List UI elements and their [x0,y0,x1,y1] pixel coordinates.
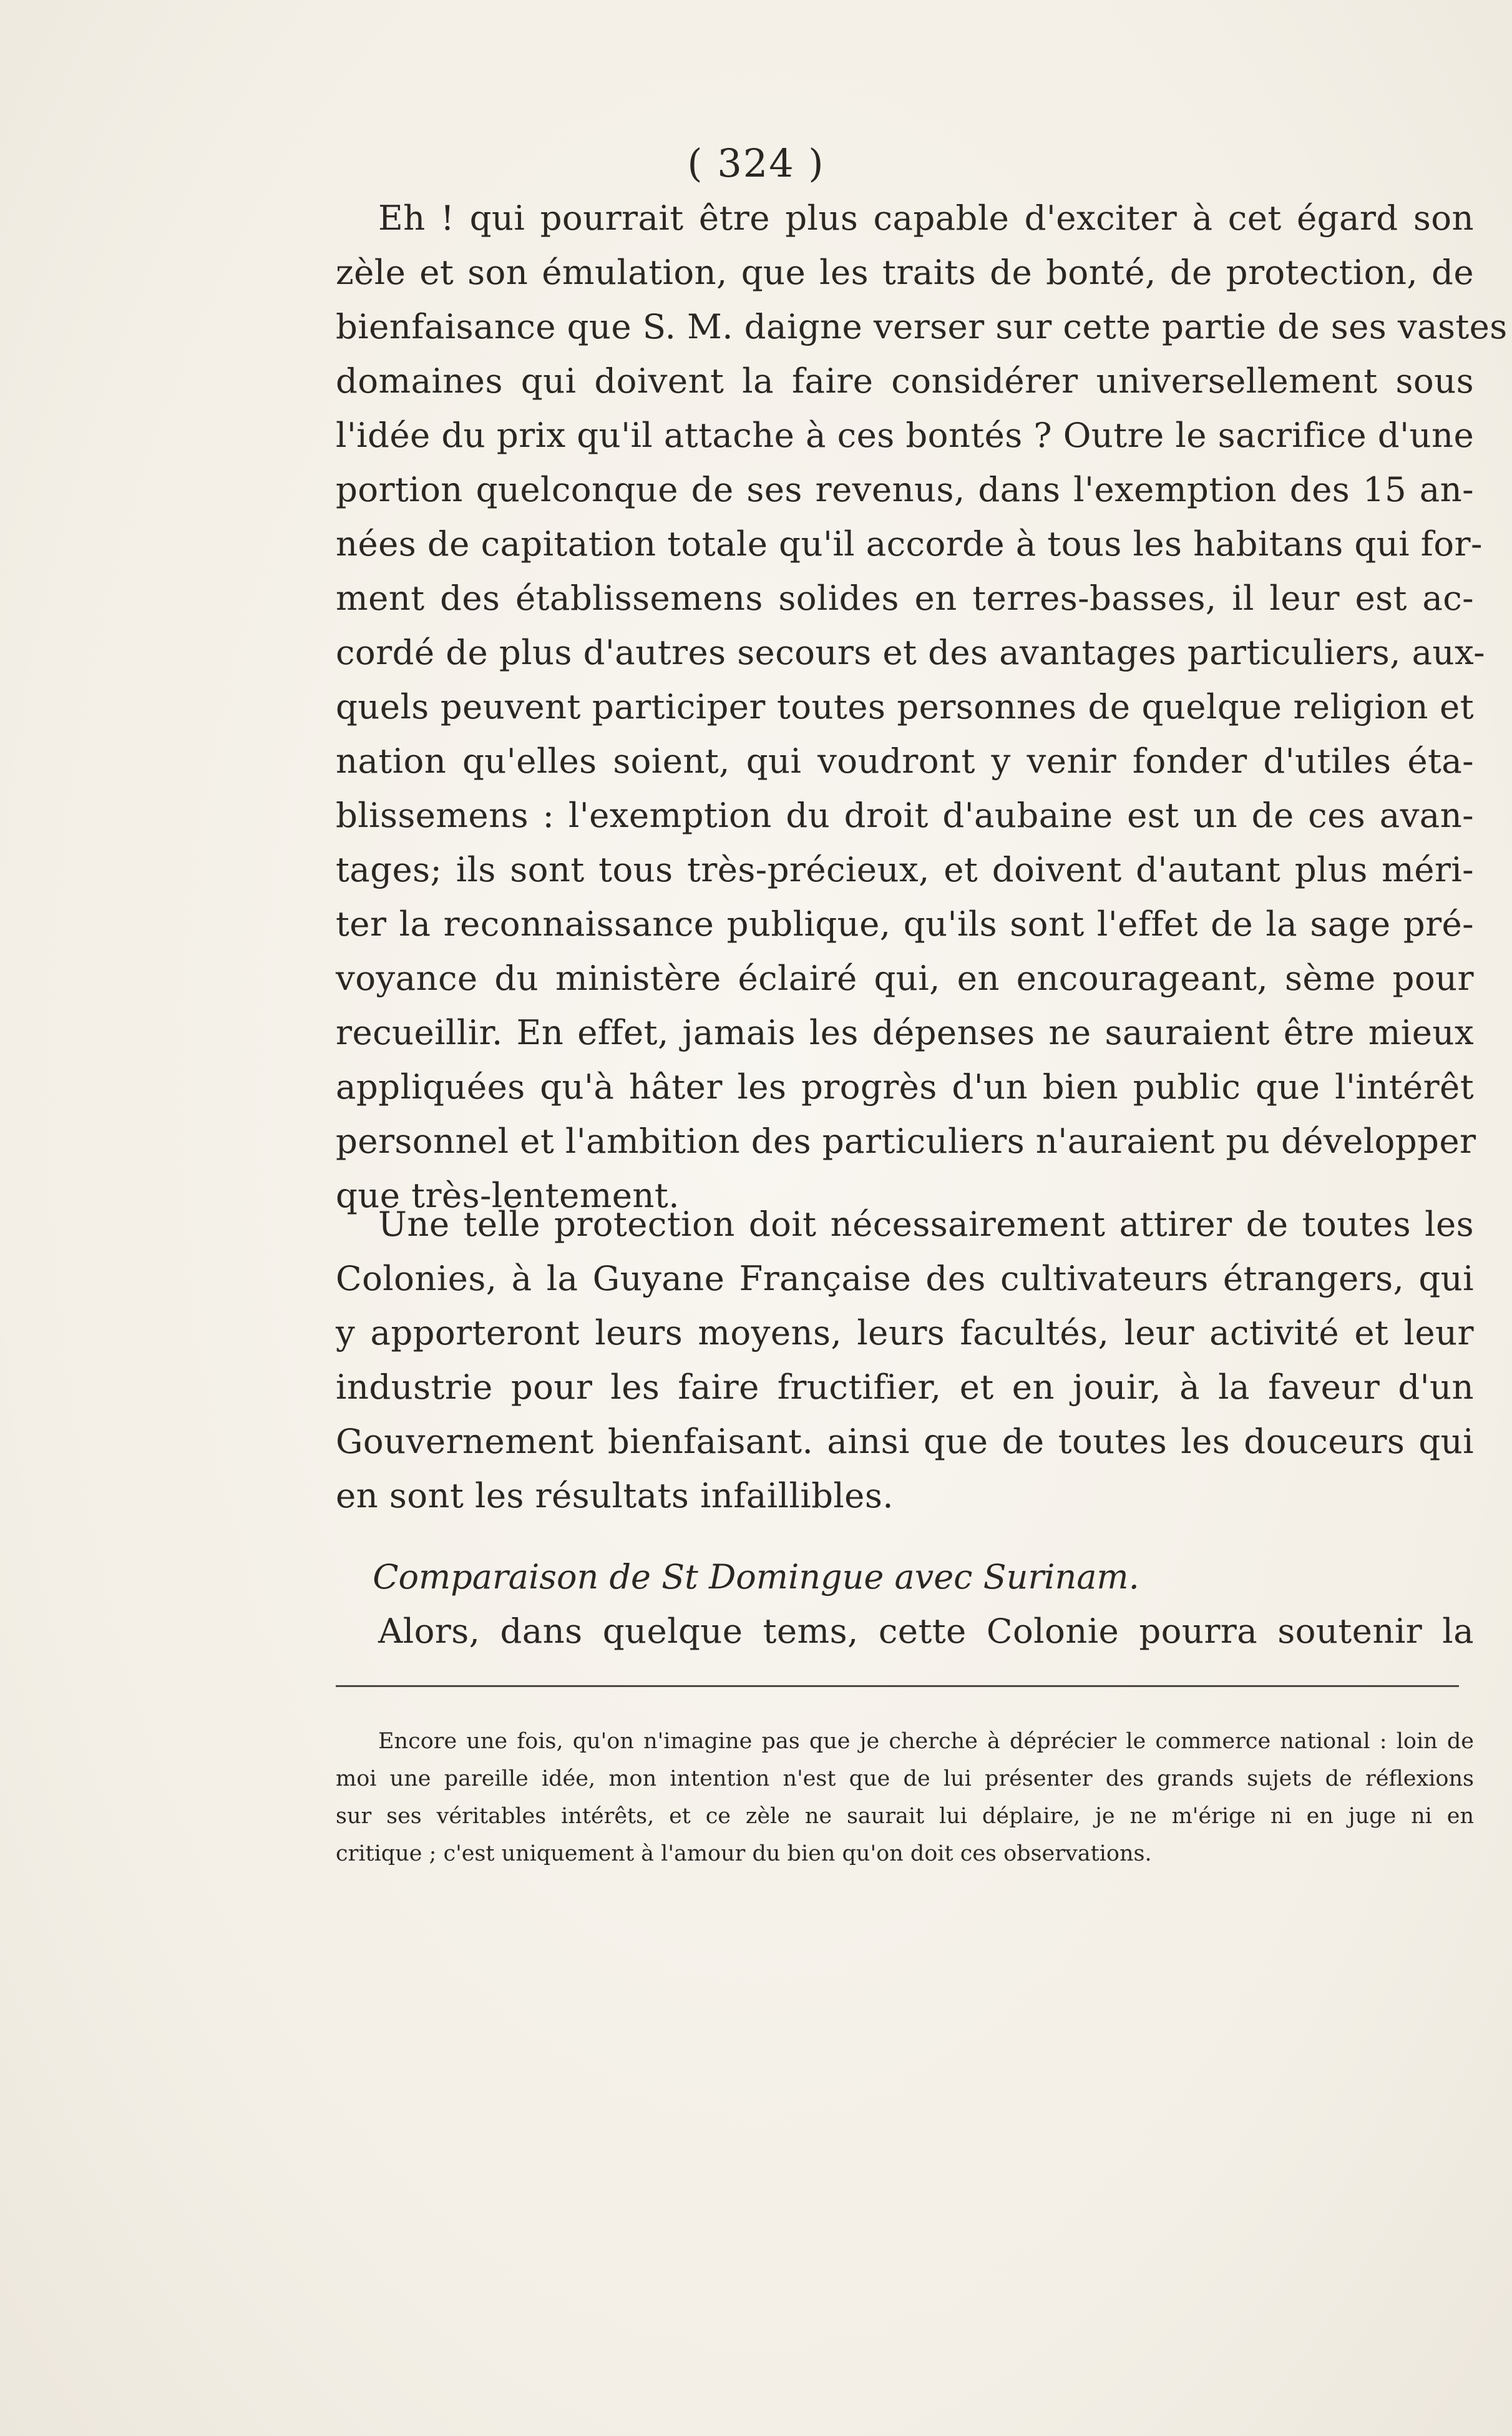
section-heading: Comparaison de St Domingue avec Surinam. [373,1557,1139,1597]
footnote-line: moi une pareille idée, mon intention n'est que de lui présenter des grands sujets de réflexions [336,1766,1474,1791]
text-line: personnel et l'ambition des particuliers n'auraient pu développer [336,1121,1476,1161]
text-line: tages; ils sont tous très-précieux, et doivent d'autant plus méri- [336,849,1474,889]
text-line: industrie pour les faire fructifier, et en jouir, à la faveur d'un [336,1367,1474,1407]
paragraph-3 [336,1604,1474,1658]
footnote-line: sur ses véritables intérêts, et ce zèle ne saurait lui déplaire, je ne m'érige ni en juge ni en [336,1804,1474,1829]
text-line: nation qu'elles soient, qui voudront y venir fonder d'utiles éta- [336,741,1474,781]
footnote-line: Encore une fois, qu'on n'imagine pas que je cherche à déprécier le commerce national : loin de [378,1729,1474,1754]
text-line: recueillir. En effet, jamais les dépenses ne sauraient être mieux [336,1012,1474,1052]
text-line: Gouvernement bienfaisant. ainsi que de toutes les douceurs qui [336,1421,1474,1461]
footnote-divider [336,1685,1459,1687]
paragraph-1 [336,191,1508,1223]
text-line: bienfaisance que S. M. daigne verser sur cette partie de ses vastes [336,306,1508,346]
text-line: y apporteront leurs moyens, leurs facultés, leur activité et leur [336,1313,1474,1353]
text-line: domaines qui doivent la faire considérer universellement sous [336,361,1474,401]
text-line: en sont les résultats infaillibles. [336,1475,894,1515]
text-line: cordé de plus d'autres secours et des avantages particuliers, aux- [336,632,1485,672]
text-line: portion quelconque de ses revenus, dans l'exemption des 15 an- [336,469,1474,509]
footnote [336,1723,1474,1872]
text-line: appliquées qu'à hâter les progrès d'un bien public que l'intérêt [336,1067,1474,1107]
text-line: blissemens : l'exemption du droit d'aubaine est un de ces avan- [336,795,1474,835]
text-line: voyance du ministère éclairé qui, en encourageant, sème pour [336,958,1474,998]
text-line: Colonies, à la Guyane Française des cultivateurs étrangers, qui [336,1258,1474,1298]
text-line: ter la reconnaissance publique, qu'ils sont l'effet de la sage pré- [336,904,1474,944]
text-line: Alors, dans quelque tems, cette Colonie pourra soutenir la [378,1611,1474,1651]
text-line: Une telle protection doit nécessairement attirer de toutes les [378,1204,1474,1244]
text-line: ment des établissemens solides en terres-basses, il leur est ac- [336,578,1474,618]
paragraph-2 [336,1197,1474,1523]
page-number: ( 324 ) [687,140,825,186]
text-line: nées de capitation totale qu'il accorde à tous les habitans qui for- [336,524,1483,564]
text-line: quels peuvent participer toutes personnes de quelque religion et [336,687,1474,726]
text-line: Eh ! qui pourrait être plus capable d'exciter à cet égard son [378,198,1474,238]
text-line: l'idée du prix qu'il attache à ces bontés ? Outre le sacrifice d'une [336,415,1475,455]
text-line: que très-lentement. [336,1175,680,1215]
text-line: zèle et son émulation, que les traits de bonté, de protection, de [336,252,1474,292]
footnote-line: critique ; c'est uniquement à l'amour du bien qu'on doit ces observations. [336,1841,1152,1866]
